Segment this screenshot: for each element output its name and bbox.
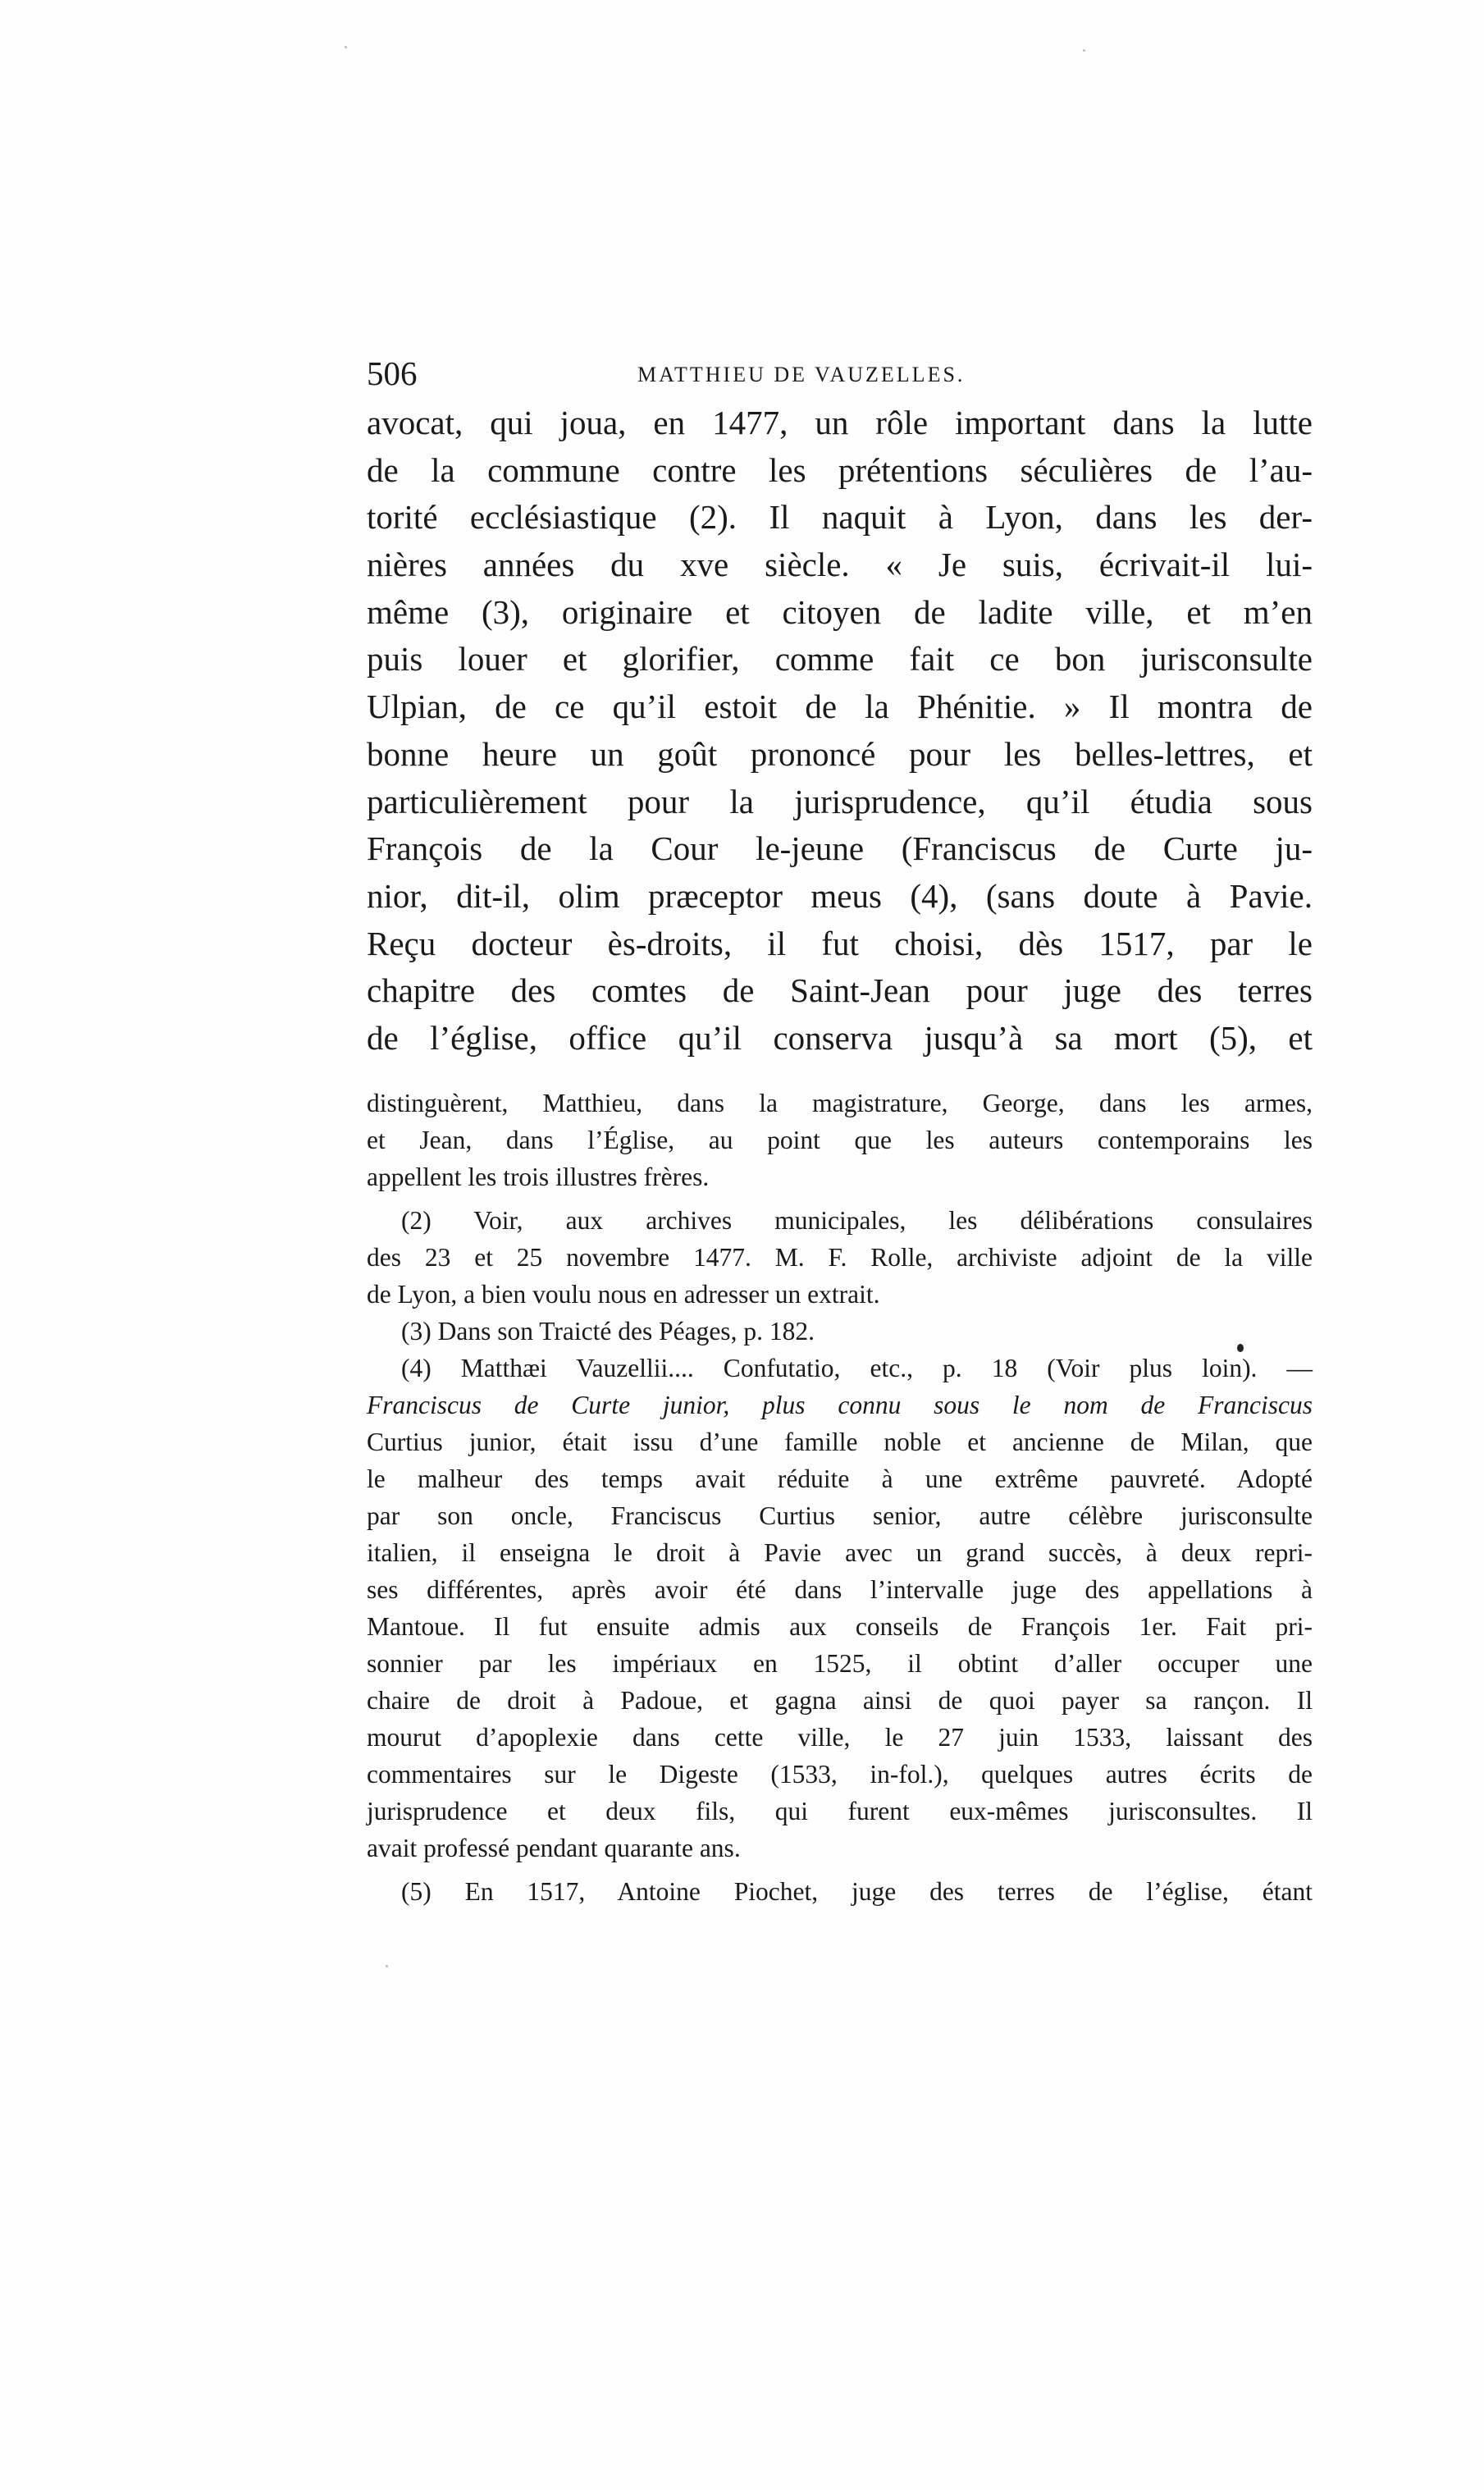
footnote-line: italien, il enseigna le droit à Pavie avec un grand succès, à deux repri-	[367, 1538, 1313, 1567]
text-line: nior, dit-il, olim præceptor meus (4), (sans doute à Pavie.	[367, 876, 1313, 915]
main-text	[367, 400, 1313, 1062]
running-head	[367, 349, 1313, 398]
text-line: de l’église, office qu’il conserva jusqu’à sa mort (5), et	[367, 1018, 1313, 1057]
paper-speck	[345, 46, 347, 48]
footnote-line: (2) Voir, aux archives municipales, les délibérations consulaires	[401, 1206, 1313, 1235]
footnote-line: distinguèrent, Matthieu, dans la magistrature, George, dans les armes,	[367, 1089, 1313, 1117]
text-line: même (3), originaire et citoyen de ladite ville, et m’en	[367, 592, 1313, 631]
text-line: de la commune contre les prétentions séculières de l’au-	[367, 450, 1313, 489]
footnote-line: Curtius junior, était issu d’une famille noble et ancienne de Milan, que	[367, 1428, 1313, 1456]
page-number: 506	[367, 354, 418, 392]
text-line: puis louer et glorifier, comme fait ce bon jurisconsulte	[367, 640, 1313, 678]
footnote-line: le malheur des temps avait réduite à une extrême pauvreté. Adopté	[367, 1464, 1313, 1493]
text-line: François de la Cour le-jeune (Franciscus de Curte ju-	[367, 829, 1313, 868]
text-line: avocat, qui joua, en 1477, un rôle important dans la lutte	[367, 404, 1313, 441]
footnote-line: (5) En 1517, Antoine Piochet, juge des terres de l’église, étant	[401, 1877, 1313, 1906]
footnote-line: appellent les trois illustres frères.	[367, 1163, 710, 1191]
footnote-line: commentaires sur le Digeste (1533, in-fol.), quelques autres écrits de	[367, 1760, 1313, 1789]
footnote-line: jurisprudence et deux fils, qui furent eux-mêmes jurisconsultes. Il	[367, 1797, 1313, 1825]
paper-speck	[386, 1965, 388, 1967]
footnote-line: chaire de droit à Padoue, et gagna ainsi de quoi payer sa rançon. Il	[367, 1686, 1313, 1715]
footnote-line: Franciscus de Curte junior, plus connu sous le nom de Franciscus	[367, 1391, 1313, 1419]
running-title: MATTHIEU DE VAUZELLES.	[637, 363, 966, 386]
text-line: Reçu docteur ès-droits, il fut choisi, dès 1517, par le	[367, 924, 1313, 962]
text-line: particulièrement pour la jurisprudence, qu’il étudia sous	[367, 782, 1313, 820]
footnotes	[367, 1085, 1313, 1910]
footnote-line: et Jean, dans l’Église, au point que les auteurs contemporains les	[367, 1126, 1313, 1154]
footnote-line: de Lyon, a bien voulu nous en adresser un extrait.	[367, 1280, 880, 1309]
footnote-line: Mantoue. Il fut ensuite admis aux conseils de François 1er. Fait pri-	[367, 1612, 1313, 1641]
footnote-line: par son oncle, Franciscus Curtius senior, autre célèbre jurisconsulte	[367, 1501, 1313, 1530]
text-line: Ulpian, de ce qu’il estoit de la Phénitie. » Il montra de	[367, 688, 1313, 726]
text-line: bonne heure un goût prononcé pour les belles-lettres, et	[367, 734, 1313, 773]
ink-dot	[1237, 1344, 1244, 1352]
footnote-line: sonnier par les impériaux en 1525, il obtint d’aller occuper une	[367, 1649, 1313, 1678]
text-line: nières années du xve siècle. « Je suis, écrivait-il lui-	[367, 546, 1313, 584]
text-line: chapitre des comtes de Saint-Jean pour juge des terres	[367, 971, 1313, 1010]
footnote-line: avait professé pendant quarante ans.	[367, 1834, 741, 1862]
footnote-line: des 23 et 25 novembre 1477. M. F. Rolle, archiviste adjoint de la ville	[367, 1243, 1313, 1272]
text-line: torité ecclésiastique (2). Il naquit à Lyon, dans les der-	[367, 498, 1313, 537]
footnote-line: mourut d’apoplexie dans cette ville, le 27 juin 1533, laissant des	[367, 1723, 1313, 1752]
footnote-line: (4) Matthæi Vauzellii.... Confutatio, etc., p. 18 (Voir plus loin). —	[401, 1354, 1313, 1382]
footnote-line: ses différentes, après avoir été dans l’intervalle juge des appellations à	[367, 1575, 1313, 1604]
footnote-line: (3) Dans son Traicté des Péages, p. 182.	[401, 1317, 815, 1346]
paper-speck	[1083, 49, 1085, 52]
